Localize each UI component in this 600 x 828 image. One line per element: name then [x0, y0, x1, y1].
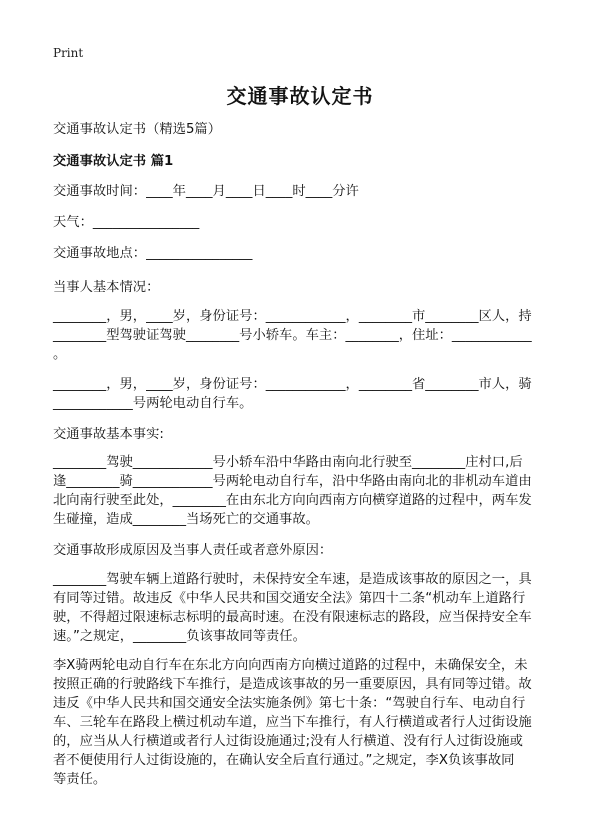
- facts-line2: 逢________骑____________号两轮电动自行车，沿中华路由南向北的非机动车道由: [53, 474, 532, 489]
- party2-line2: ____________号两轮电动自行车。: [53, 396, 253, 411]
- cause-line1: ________驾驶车辆上道路行驶时，未保持安全车速，是造成该事故的原因之一，具: [53, 572, 532, 587]
- final-line1: 李X骑两轮电动自行车在东北方向向西南方向横过道路的过程中，未确保安全，未: [53, 658, 528, 673]
- party1-line3: 。: [53, 347, 67, 362]
- party2-line1: ________，男，____岁，身份证号：____________，________省________市人，骑: [53, 377, 532, 392]
- cause-heading: 交通事故形成原因及当事人责任或者意外原因：: [53, 543, 333, 558]
- party1-line2: ________型驾驶证驾驶________号小轿车。车主：________，住址：____________: [53, 328, 532, 343]
- final-line6: 者不便使用行人过街设施的，在确认安全后直行通过。”之规定，李X负该事故同: [53, 753, 515, 768]
- document-title: 交通事故认定书: [226, 84, 374, 108]
- facts-line4: 生碰撞，造成________当场死亡的交通事故。: [53, 512, 319, 527]
- facts-heading: 交通事故基本事实:: [53, 427, 164, 442]
- parties-heading: 当事人基本情况：: [53, 280, 160, 295]
- facts-line1: ________驾驶____________号小轿车沿中华路由南向北行驶至________庄村口,后: [53, 455, 523, 470]
- subtitle: 交通事故认定书（精选5篇）: [53, 122, 222, 137]
- final-line2: 按照正确的行驶路线下车推行，是造成该事故的另一重要原因，具有同等过错。故: [53, 677, 532, 692]
- section-title: 交通事故认定书 篇1: [53, 154, 174, 169]
- field-location: 交通事故地点：________________: [53, 246, 253, 261]
- final-line3: 违反《中华人民共和国交通安全法实施条例》第七十条：“驾驶自行车、电动自行: [53, 696, 526, 711]
- field-time: 交通事故时间：____年____月____日____时____分许: [53, 184, 359, 199]
- facts-line3: 北向南行驶至此处，________在由东北方向向西南方向横穿道路的过程中，两车发: [53, 493, 532, 508]
- final-line5: 的，应当从人行横道或者行人过街设施通过;没有人行横道、没有行人过街设施或: [53, 734, 523, 749]
- cause-line4: 速。”之规定，________负该事故同等责任。: [53, 629, 306, 644]
- field-weather: 天气：________________: [53, 215, 200, 230]
- cause-line2: 有同等过错。故违反《中华人民共和国交通安全法》第四十二条“机动车上道路行: [53, 591, 526, 606]
- print-label[interactable]: Print: [53, 46, 84, 60]
- final-line7: 等责任。: [53, 772, 107, 787]
- final-line4: 车、三轮车在路段上横过机动车道，应当下车推行，有人行横道或者行人过街设施: [53, 715, 532, 730]
- party1-line1: ________，男，____岁，身份证号：____________，________市________区人，持: [53, 309, 532, 324]
- cause-line3: 驶，不得超过限速标志标明的最高时速。在没有限速标志的路段，应当保持安全车: [53, 610, 532, 625]
